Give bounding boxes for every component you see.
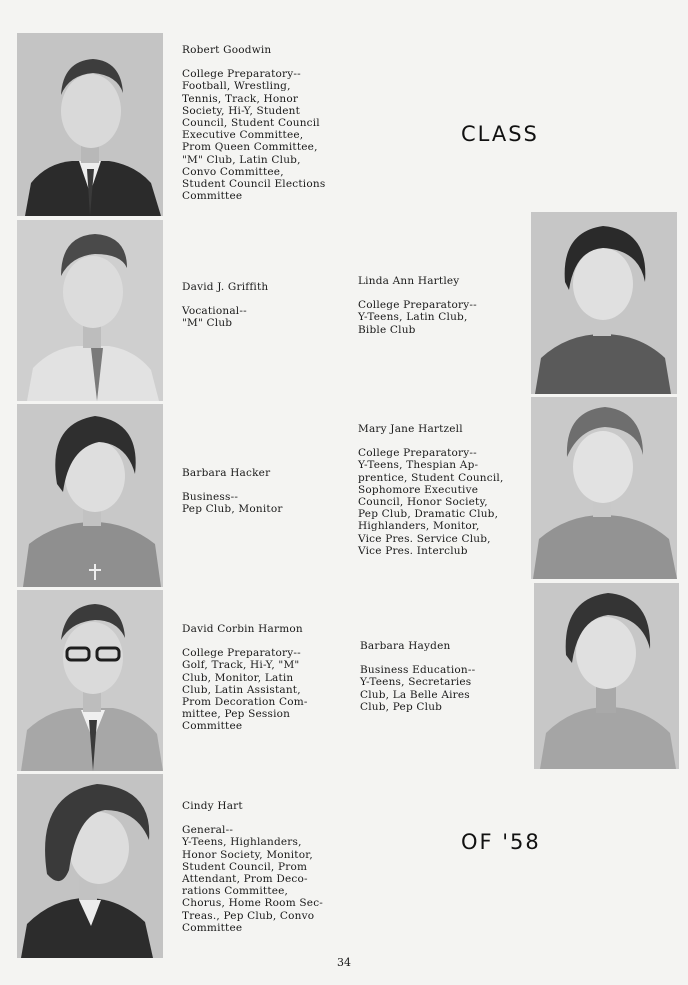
portrait-image xyxy=(17,220,163,401)
portrait-david-griffith xyxy=(17,220,163,401)
entry-cindy-hart xyxy=(182,800,352,934)
student-course: College Preparatory-- xyxy=(182,68,301,81)
student-name: David J. Griffith xyxy=(182,281,269,293)
portrait-image xyxy=(17,404,163,587)
heading-class: CLASS xyxy=(461,122,539,146)
student-activities: Y-Teens, Latin Club, Bible Club xyxy=(358,311,468,336)
student-name: Barbara Hacker xyxy=(182,467,271,479)
portrait-image xyxy=(17,590,163,771)
student-activities: Football, Wrestling, Tennis, Track, Honor Society, Hi-Y, Student Council, Student Council Executive Committee, Prom Queen Committee, "M" Club, Latin Club, Convo Committee, Student Council Elections Committee xyxy=(182,80,326,203)
student-name: Robert Goodwin xyxy=(182,44,272,56)
portrait-david-harmon xyxy=(17,590,163,771)
portrait-image xyxy=(531,212,677,394)
student-name: Cindy Hart xyxy=(182,800,243,812)
entry-barbara-hacker xyxy=(182,467,352,516)
entry-barbara-hayden xyxy=(360,640,530,713)
student-name: Linda Ann Hartley xyxy=(358,275,460,287)
student-course: Vocational-- xyxy=(182,305,247,318)
student-course: Business Education-- xyxy=(360,664,476,677)
portrait-cindy-hart xyxy=(17,774,163,958)
portrait-barbara-hayden xyxy=(534,583,679,769)
portrait-robert-goodwin xyxy=(17,33,163,216)
page-number: 34 xyxy=(337,956,351,969)
entry-david-harmon xyxy=(182,623,352,733)
entry-david-griffith xyxy=(182,281,352,330)
student-activities: Y-Teens, Thespian Ap- prentice, Student Council, Sophomore Executive Council, Honor Society, Pep Club, Dramatic Club, Highlanders, Monitor, Vice Pres. Service Club, Vice Pres. Interclub xyxy=(358,459,504,557)
student-course: College Preparatory-- xyxy=(358,299,477,312)
student-activities: Y-Teens, Highlanders, Honor Society, Monitor, Student Council, Prom Attendant, Prom Deco- rations Committee, Chorus, Home Room Sec- Treas., Pep Club, Convo Committee xyxy=(182,836,324,934)
portrait-mary-jane-hartzell xyxy=(531,397,677,579)
student-activities: Pep Club, Monitor xyxy=(182,503,283,516)
portrait-linda-hartley xyxy=(531,212,677,394)
student-course: General-- xyxy=(182,824,234,837)
student-course: Business-- xyxy=(182,491,239,504)
student-name: David Corbin Harmon xyxy=(182,623,303,635)
portrait-image xyxy=(534,583,679,769)
portrait-image xyxy=(531,397,677,579)
student-activities: "M" Club xyxy=(182,317,233,330)
entry-linda-hartley xyxy=(358,275,528,336)
portrait-image xyxy=(17,33,163,216)
student-name: Mary Jane Hartzell xyxy=(358,423,463,435)
portrait-barbara-hacker xyxy=(17,404,163,587)
heading-of-58: OF '58 xyxy=(461,830,541,854)
student-activities: Y-Teens, Secretaries Club, La Belle Aires Club, Pep Club xyxy=(360,676,472,713)
student-name: Barbara Hayden xyxy=(360,640,451,652)
student-course: College Preparatory-- xyxy=(182,647,301,660)
entry-robert-goodwin xyxy=(182,44,372,202)
entry-mary-jane-hartzell xyxy=(358,423,530,557)
portrait-image xyxy=(17,774,163,958)
student-activities: Golf, Track, Hi-Y, "M" Club, Monitor, Latin Club, Latin Assistant, Prom Decoration Com- mittee, Pep Session Committee xyxy=(182,659,308,733)
student-course: College Preparatory-- xyxy=(358,447,477,460)
